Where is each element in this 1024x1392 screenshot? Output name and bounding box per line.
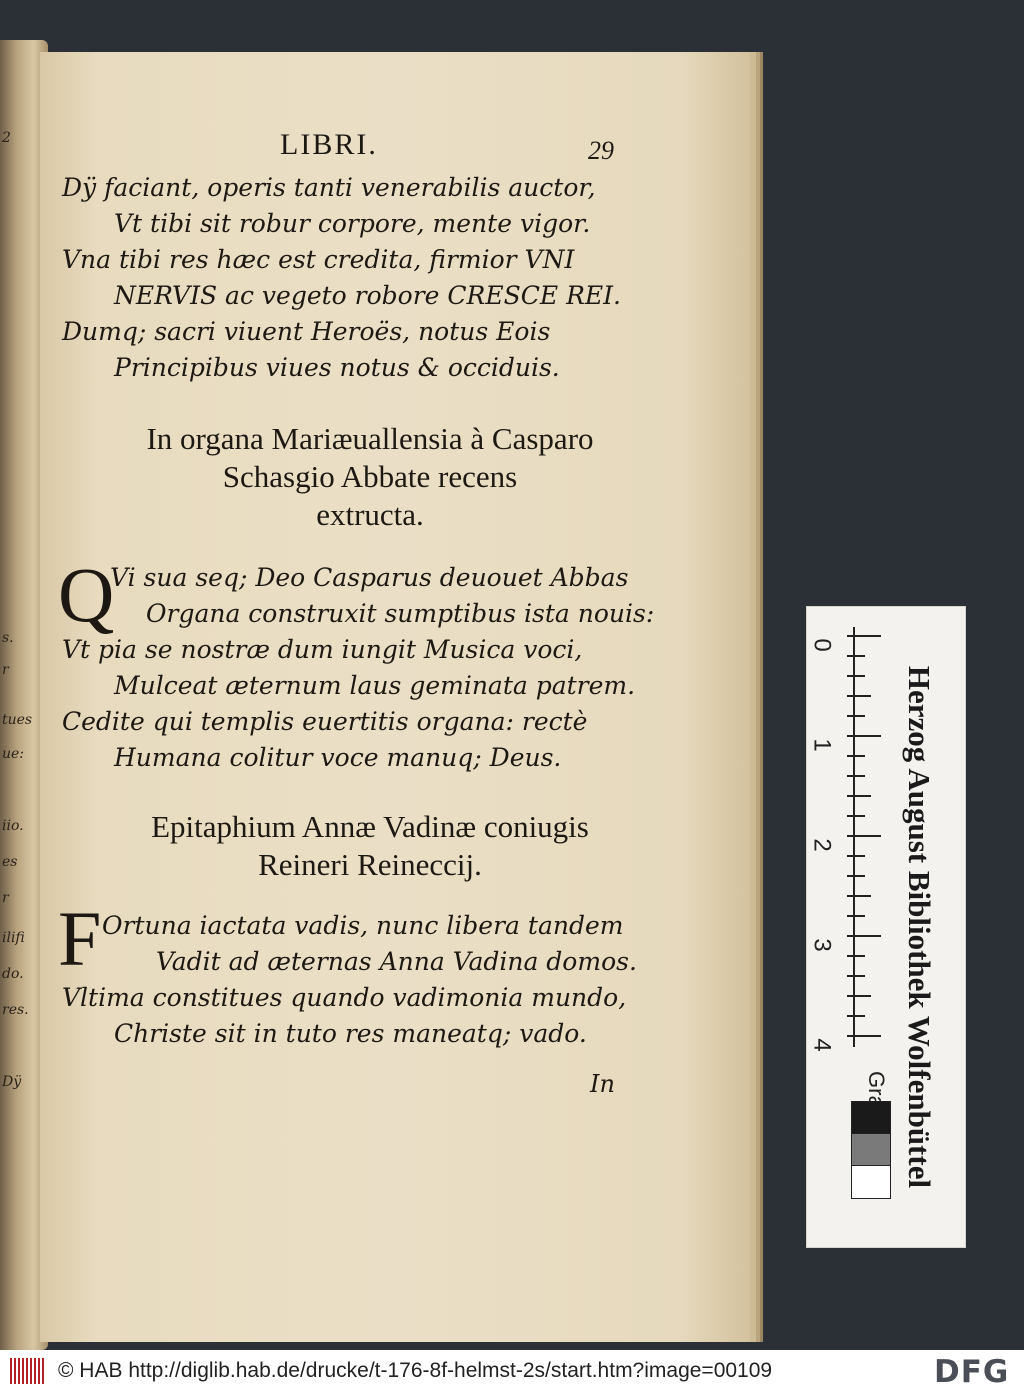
ruler (847, 625, 895, 1065)
verse-line: Christe sit in tuto res maneatq; vado. (114, 1019, 587, 1048)
verse-line: Mulceat æternum laus geminata patrem. (114, 671, 636, 700)
heading-line: Epitaphium Annæ Vadinæ coniugis (151, 809, 589, 844)
heading-line: extructa. (316, 497, 424, 532)
scale-digit: 2 (808, 838, 836, 852)
verse-line: Vadit ad æternas Anna Vadina domos. (156, 947, 637, 976)
verse-line: Dÿ faciant, operis tanti venerabilis auctor, (62, 173, 596, 202)
section-heading-2 (60, 808, 680, 884)
left-fragment: ue: (2, 746, 25, 762)
poem-2 (62, 560, 654, 776)
catchword: In (590, 1070, 615, 1098)
footer-bar (0, 1350, 1024, 1392)
scale-digit: 4 (808, 1038, 836, 1052)
verse-line: Vt tibi sit robur corpore, mente vigor. (114, 209, 591, 238)
verse-line: Ortuna iactata vadis, nunc libera tandem (102, 911, 624, 940)
left-fragment: Dÿ (2, 1074, 22, 1090)
left-fragment: s. (2, 630, 14, 646)
verse-line: Humana colitur voce manuq; Deus. (114, 743, 562, 772)
left-fragment: ilifi (2, 930, 25, 946)
left-fragment: do. (2, 966, 24, 982)
institution-name: Herzog August Bibliothek Wolfenbüttel (902, 665, 937, 1189)
verse-line: Principibus viues notus & occiduis. (114, 353, 560, 382)
color-scale-bar (806, 606, 966, 1248)
dfg-logo: DFG (934, 1354, 1010, 1390)
scale-digit: 3 (808, 938, 836, 952)
left-fragment: r (2, 890, 9, 906)
verse-line: Vi sua seq; Deo Casparus deuouet Abbas (110, 563, 629, 592)
gray-swatch (851, 1133, 891, 1167)
verse-line: Organa construxit sumptibus ista nouis: (146, 599, 655, 628)
section-heading-1 (60, 420, 680, 534)
scale-digit: 1 (808, 738, 836, 752)
heading-line: Schasgio Abbate recens (222, 459, 518, 494)
drop-cap: F (58, 895, 102, 982)
verse-line: NERVIS ac vegeto robore CRESCE REI. (114, 281, 621, 310)
scale-digit: 0 (808, 638, 836, 652)
left-fragment: iio. (2, 818, 24, 834)
gray-swatch (851, 1165, 891, 1199)
verse-line: Vna tibi res hæc est credita, firmior VNI (62, 245, 575, 274)
left-fragment: res. (2, 1002, 29, 1018)
left-fragment: es (2, 854, 18, 870)
drop-cap: Q (58, 551, 115, 638)
gray-swatch (851, 1101, 891, 1135)
verse-line: Vt pia se nostræ dum iungit Musica voci, (62, 635, 583, 664)
poem-1 (62, 170, 621, 386)
source-credit: © HAB http://diglib.hab.de/drucke/t-176-8f-helmst-2s/start.htm?image=00109 (58, 1359, 773, 1382)
left-fragment: 2 (2, 130, 11, 146)
running-head: LIBRI. (280, 128, 378, 161)
verse-line: Cedite qui templis euertitis organa: rectè (62, 707, 588, 736)
page-number: 29 (588, 136, 614, 165)
poem-3 (62, 908, 637, 1052)
verse-line: Vltima constitues quando vadimonia mundo, (62, 983, 627, 1012)
heading-line: In organa Mariæuallensia à Casparo (146, 421, 594, 456)
left-fragment: r (2, 662, 9, 678)
heading-line: Reineri Reineccij. (258, 847, 482, 882)
barcode-icon (10, 1358, 44, 1384)
verse-line: Dumq; sacri viuent Heroës, notus Eois (62, 317, 551, 346)
left-fragment: tues (2, 712, 33, 728)
